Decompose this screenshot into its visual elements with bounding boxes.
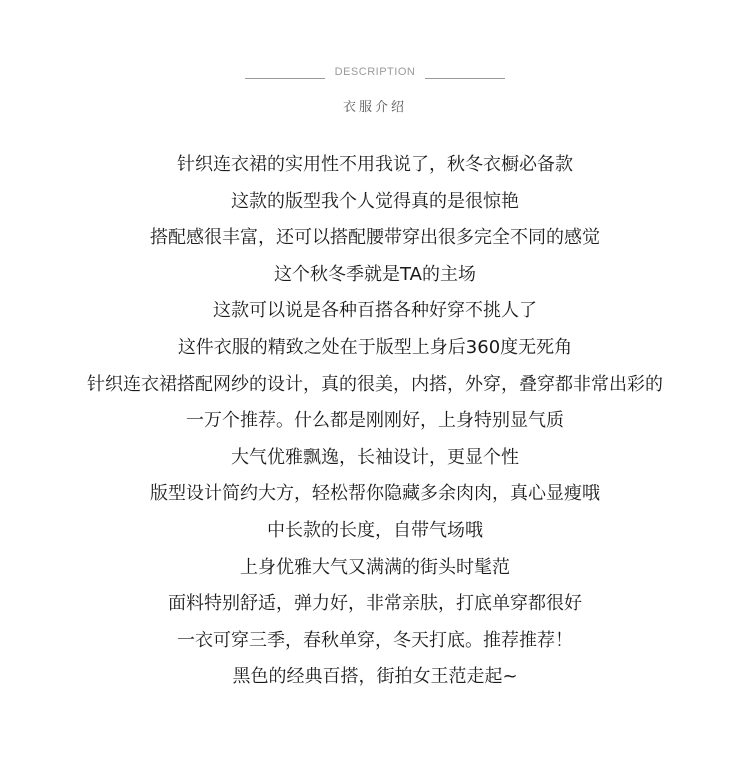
description-line: 一万个推荐。什么都是刚刚好，上身特别显气质: [186, 410, 564, 432]
description-text: [0, 147, 750, 696]
description-line: 针织连衣裙的实用性不用我说了，秋冬衣橱必备款: [177, 154, 573, 175]
description-line: 黑色的经典百搭，街拍女王范走起~: [232, 666, 518, 688]
description-line: 面料特别舒适，弹力好，非常亲肤，打底单穿都很好: [168, 593, 582, 615]
description-line: 上身优雅大气又满满的街头时髦范: [240, 556, 510, 578]
section-title: 衣服介绍: [342, 100, 407, 115]
right-divider: [425, 78, 505, 79]
description-line: 这个秋冬季就是TA的主场: [274, 263, 476, 285]
description-line: 针织连衣裙搭配网纱的设计，真的很美，内搭，外穿，叠穿都非常出彩的: [87, 373, 663, 395]
description-line: 版型设计简约大方，轻松帮你隐藏多余肉肉，真心显瘦哦: [150, 483, 600, 505]
description-line: 这款的版型我个人觉得真的是很惊艳: [231, 190, 519, 212]
description-line: 中长款的长度，自带气场哦: [267, 519, 483, 541]
section-eyebrow: DESCRIPTION: [334, 66, 416, 78]
description-line: 大气优雅飘逸，长袖设计，更显个性: [231, 446, 519, 468]
description-line: 一衣可穿三季，春秋单穿，冬天打底。推荐推荐！: [177, 629, 573, 651]
description-line: 搭配感很丰富，还可以搭配腰带穿出很多完全不同的感觉: [150, 227, 600, 249]
left-divider: [245, 78, 325, 79]
description-line: 这件衣服的精致之处在于版型上身后360度无死角: [177, 336, 573, 358]
section-header: [0, 62, 750, 82]
description-line: 这款可以说是各种百搭各种好穿不挑人了: [213, 300, 537, 322]
